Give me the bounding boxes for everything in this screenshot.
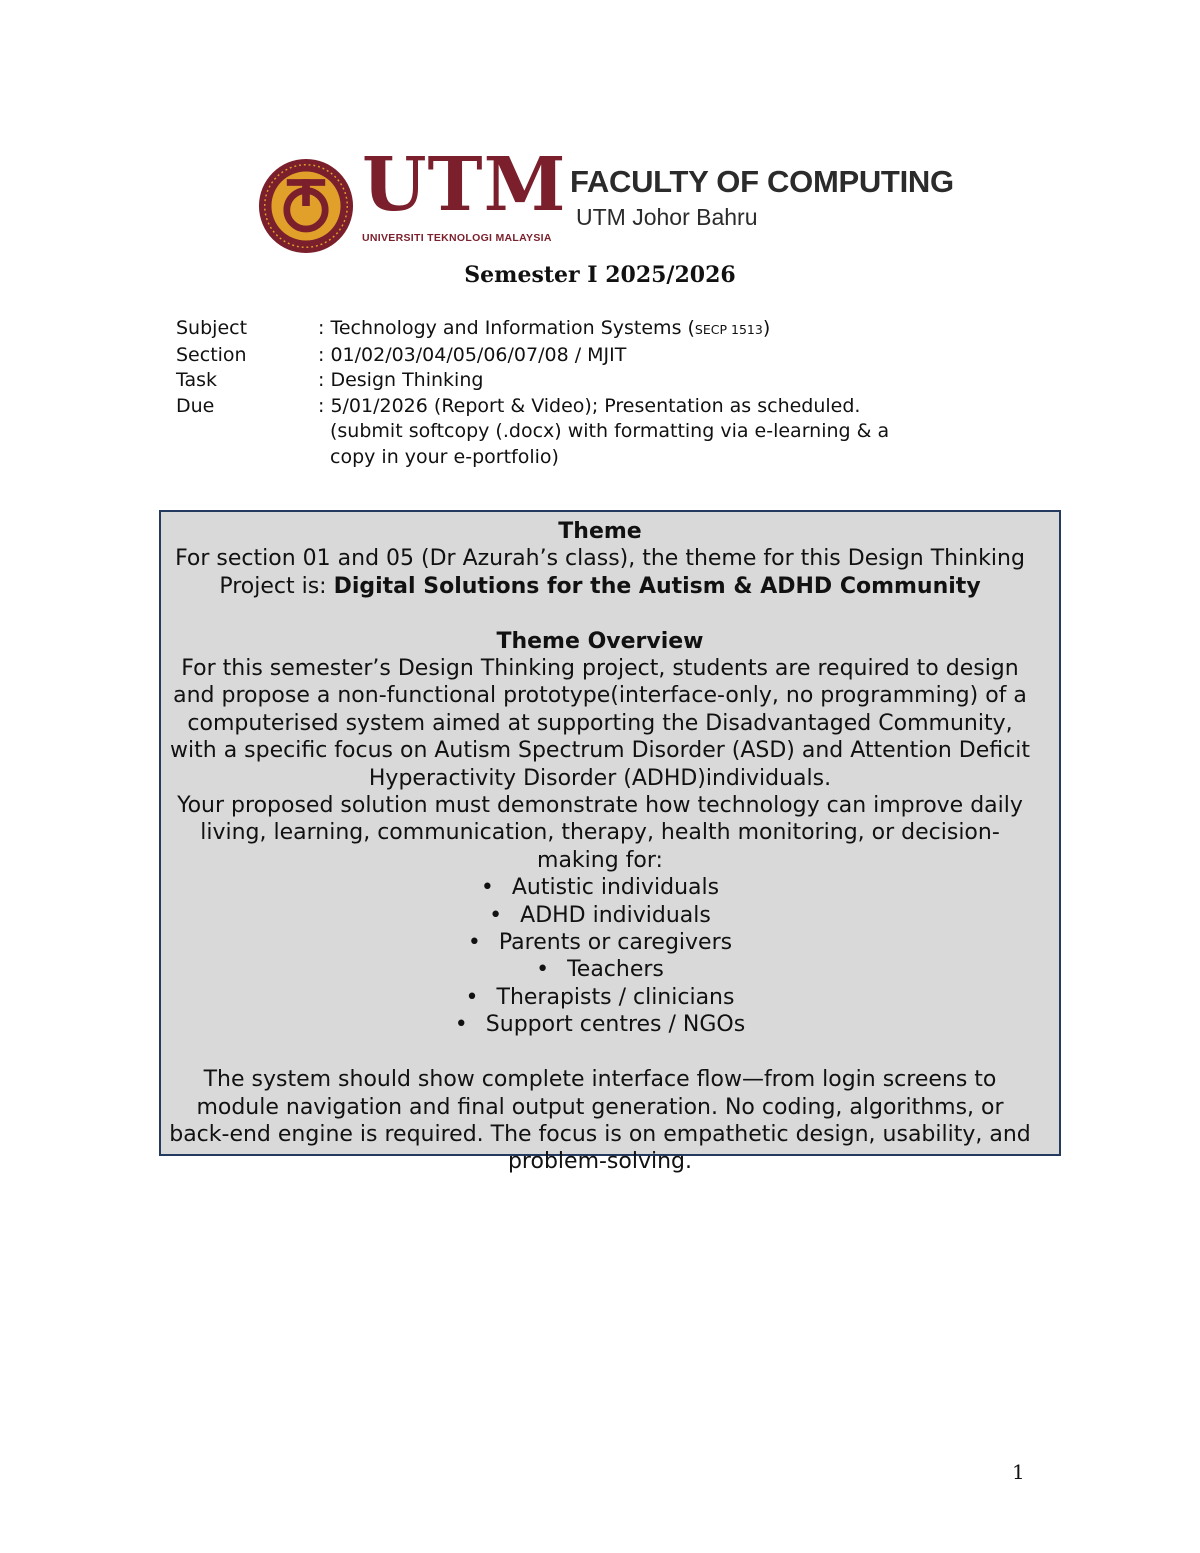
bullet-icon: • <box>480 875 494 901</box>
section-row <box>176 343 889 369</box>
overview-heading: Theme Overview <box>496 628 704 654</box>
list-item: • Support centres / NGOs <box>454 1012 746 1038</box>
list-item: • Therapists / clinicians <box>465 984 735 1010</box>
list-item: • Teachers <box>536 957 664 983</box>
theme-heading: Theme <box>558 519 642 544</box>
utm-wordmark: UTM <box>362 142 567 228</box>
bullet-icon: • <box>536 957 550 983</box>
overview-text: For this semester’s Design Thinking project, students are required to design and propose a non-functional prototype(interface-only, no programming) of a computerised system aimed at supporting the Disadvantaged Community, with a specific focus on Autism Spectrum Disorder (ASD) and Attention Deficit Hyperactivity Disorder (ADHD)individuals. <box>170 656 1030 791</box>
faculty-logo <box>258 142 978 256</box>
subject-label: Subject <box>176 317 248 339</box>
list-item: • ADHD individuals <box>489 902 711 928</box>
due-continuation-2: copy in your e-portfolio) <box>330 445 559 468</box>
semester-title: Semester I 2025/2026 <box>464 262 736 288</box>
subject-value: : Technology and Information Systems (SECP 1513) <box>318 317 771 339</box>
theme-intro: For section 01 and 05 (Dr Azurah’s class), the theme for this Design Thinking Project is: Digital Solutions for the Autism & ADHD Community <box>175 546 1025 599</box>
theme-content <box>164 518 1036 1176</box>
faculty-title: FACULTY OF COMPUTING <box>570 164 954 199</box>
utm-seal-icon <box>258 158 354 254</box>
subject-code: SECP 1513 <box>694 322 763 337</box>
list-item: • Parents or caregivers <box>467 930 733 956</box>
assignment-info <box>176 316 889 470</box>
solution-text: Your proposed solution must demonstrate how technology can improve daily living, learning, communication, therapy, health monitoring, or decision-making for: <box>177 793 1023 873</box>
target-user-list <box>164 874 1036 1038</box>
bullet-icon: • <box>454 1012 468 1038</box>
bullet-icon: • <box>467 930 481 956</box>
task-row <box>176 368 889 394</box>
bullet-icon: • <box>489 902 503 928</box>
due-row <box>176 394 889 471</box>
due-label: Due <box>176 394 215 417</box>
page-number: 1 <box>1012 1460 1025 1484</box>
section-label: Section <box>176 343 247 366</box>
closing-text: The system should show complete interface flow—from login screens to module navigation and final output generation. No coding, algorithms, or back-end engine is required. The focus is on empathetic design, usability, and problem-solving. <box>169 1067 1031 1175</box>
subject-row <box>176 316 889 343</box>
due-continuation-1: (submit softcopy (.docx) with formatting via e-learning & a <box>330 420 890 442</box>
bullet-icon: • <box>465 984 479 1010</box>
theme-title: Digital Solutions for the Autism & ADHD Community <box>333 573 981 599</box>
due-value: : 5/01/2026 (Report & Video); Presentation as scheduled. <box>318 394 861 417</box>
campus-name: UTM Johor Bahru <box>576 204 758 230</box>
task-label: Task <box>176 369 218 391</box>
list-item: • Autistic individuals <box>480 875 720 901</box>
section-value: : 01/02/03/04/05/06/07/08 / MJIT <box>318 343 627 366</box>
utm-subtitle: UNIVERSITI TEKNOLOGI MALAYSIA <box>362 232 552 244</box>
task-value: : Design Thinking <box>318 369 484 391</box>
